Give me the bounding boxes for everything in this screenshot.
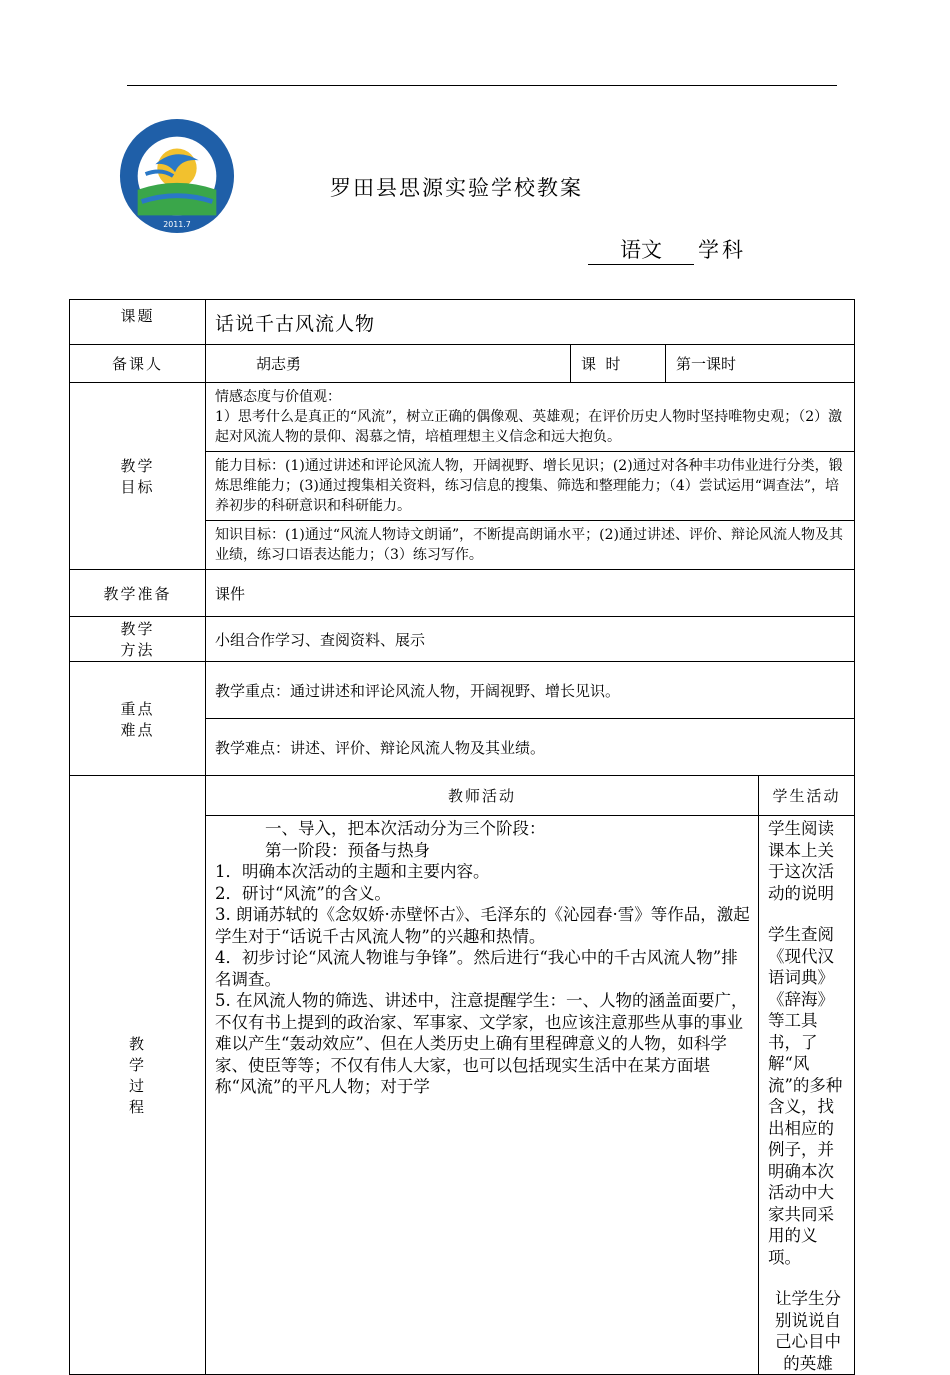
preparer-label: 备课人 [70, 345, 206, 383]
key-label-line-2: 难点 [120, 720, 155, 739]
prep-value: 课件 [206, 570, 855, 617]
teacher-line: 5. 在风流人物的筛选、讲述中，注意提醒学生：一、人物的涵盖面要广，不仅有书上提到的政治家、军事家、文学家，也应该注意那些从事的事业难以产生“轰动效应”、但在人类历史上确有里程碑意义的人物，如科学家、使臣等等；不仅有伟人大家，也可以包括现实生活中在某方面堪称“风流”的平凡人物；对于学 [215, 991, 748, 1096]
teacher-line: 一、导入，把本次活动分为三个阶段： [265, 819, 546, 838]
difficult-point: 教学难点：讲述、评价、辩论风流人物及其业绩。 [206, 719, 855, 776]
subject-suffix: 学科 [698, 238, 746, 262]
student-activity-header: 学生活动 [759, 776, 855, 816]
goal-ability: 能力目标：(1)通过讲述和评论风流人物，开阔视野、增长见识；(2)通过对各种丰功伟业进行分类，锻炼思维能力；(3)通过搜集相关资料，练习信息的搜集、筛选和整理能力；（4）尝试运用“调查法”，培养初步的科研意识和科研能力。 [206, 452, 855, 521]
method-label [70, 617, 206, 662]
student-paragraph: 学生阅读课本上关于这次活动的说明 [768, 819, 834, 903]
teacher-line: 第一阶段：预备与热身 [265, 840, 430, 860]
goals-label-line-1: 教学 [120, 457, 155, 475]
period-label: 课 时 [571, 345, 666, 383]
preparer-value: 胡志勇 [206, 345, 571, 383]
goals-label [70, 383, 206, 570]
goals-label-line-2: 目标 [120, 478, 155, 496]
process-label-char: 教 [128, 1035, 146, 1053]
subject-value: 语文 [588, 234, 694, 265]
subject-line [588, 234, 746, 265]
teacher-activity [206, 816, 759, 1375]
teacher-line: 1．明确本次活动的主题和主要内容。 [215, 862, 490, 881]
method-label-line-1: 教学 [120, 620, 155, 638]
teacher-activity-header: 教师活动 [206, 776, 759, 816]
method-value: 小组合作学习、查阅资料、展示 [206, 617, 855, 662]
student-activity [759, 816, 855, 1375]
key-point: 教学重点：通过讲述和评论风流人物，开阔视野、增长见识。 [206, 662, 855, 719]
student-paragraph: 学生查阅《现代汉语词典》《辞海》等工具书，了解“风流”的多种含义，找出相应的例子，并明确本次活动中大家共同采用的义项。 [768, 925, 843, 1267]
topic-value: 话说千古风流人物 [206, 300, 855, 345]
goal-emotion-title: 情感态度与价值观： [215, 389, 341, 405]
process-label [70, 776, 206, 1375]
key-label-line-1: 重点 [120, 699, 155, 718]
prep-label: 教学准备 [70, 570, 206, 617]
student-paragraph: 让学生分别说说自己心目中的英雄 [775, 1289, 841, 1373]
period-value: 第一课时 [666, 345, 855, 383]
process-label-char: 学 [128, 1056, 146, 1074]
method-label-line-2: 方法 [120, 641, 155, 659]
goal-emotion [206, 383, 855, 452]
topic-label: 课题 [70, 300, 206, 345]
key-label [70, 662, 206, 776]
goal-knowledge: 知识目标：(1)通过“风流人物诗文朗诵”，不断提高朗诵水平；(2)通过讲述、评价、辩论风流人物及其业绩，练习口语表达能力；（3）练习写作。 [206, 521, 855, 570]
school-logo [118, 117, 236, 235]
process-label-char: 程 [128, 1098, 146, 1116]
lesson-plan-table [69, 299, 855, 1375]
logo-year: 2011.7 [163, 220, 191, 230]
process-label-char: 过 [128, 1077, 146, 1095]
teacher-line: 4．初步讨论“风流人物谁与争锋”。然后进行“我心中的千古风流人物”排名调查。 [215, 948, 738, 989]
school-plan-title: 罗田县思源实验学校教案 [330, 176, 583, 200]
teacher-line: 2．研讨“风流”的含义。 [215, 883, 391, 903]
teacher-line: 3. 朗诵苏轼的《念奴娇·赤壁怀古》、毛泽东的《沁园春·雪》等作品，激起学生对于“话说千古风流人物”的兴趣和热情。 [215, 905, 750, 946]
header-rule [127, 85, 837, 86]
goal-emotion-text: 1）思考什么是真正的“风流”，树立正确的偶像观、英雄观；在评价历史人物时坚持唯物史观；（2）激起对风流人物的景仰、渴慕之情，培植理想主义信念和远大抱负。 [215, 409, 843, 445]
